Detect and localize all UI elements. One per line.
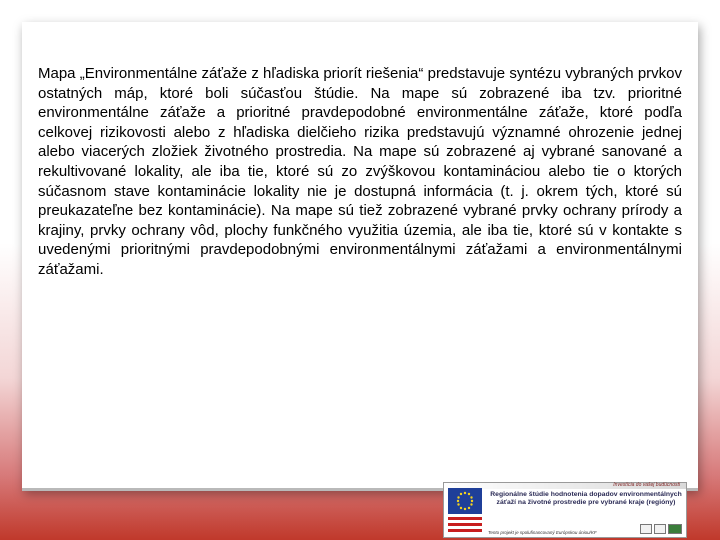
eu-flag-icon [448, 488, 482, 514]
partner-logo-icon [640, 524, 652, 534]
partner-logo-icon [668, 524, 682, 534]
banner-title: Regionálne štúdie hodnotenia dopadov environmentálnych záťaží na životné prostredie pre vybrané kraje (regióny) [490, 491, 682, 507]
project-banner [443, 482, 687, 538]
slide-card [22, 22, 698, 490]
flag-stripes-icon [448, 514, 482, 532]
banner-cofinance-text: Tento projekt je spolufinancovaný Európskou úniou/KF [488, 530, 597, 535]
partner-logo-icon [654, 524, 666, 534]
banner-tagline: Investícia do vašej budúcnosti [613, 482, 680, 488]
body-text: Mapa „Environmentálne záťaže z hľadiska priorít riešenia“ predstavuje syntézu vybraných prvkov ostatných máp, ktoré boli súčasťou štúdie. Na mape sú zobrazené iba tzv. prioritné environmentálne záťaže a prioritné pravdepodobné environmentálne záťaže, ktoré podľa celkovej rizikovosti alebo z hľadiska dielčieho rizika predstavujú významné ohrozenie jednej alebo viacerých zložiek životného prostredia. Na mape sú zobrazené aj vybrané sanované a rekultivované lokality, ale iba tie, ktoré sú zo zvýškovou kontamináciou alebo tie o ktorých súčasnom stave kontaminácie lokality nie je dostupná informácia (t. j. okrem tých, ktoré sú preukazateľne bez kontaminácie). Na mape sú tiež zobrazené vybrané prvky ochrany prírody a krajiny, prvky ochrany vôd, plochy funkčného využitia územia, ale iba tie, ktoré sú v kontakte s uvedenými prioritnými pravdepodobnými environmentálnymi záťažami a environmentálnymi záťažami. [38, 65, 682, 278]
